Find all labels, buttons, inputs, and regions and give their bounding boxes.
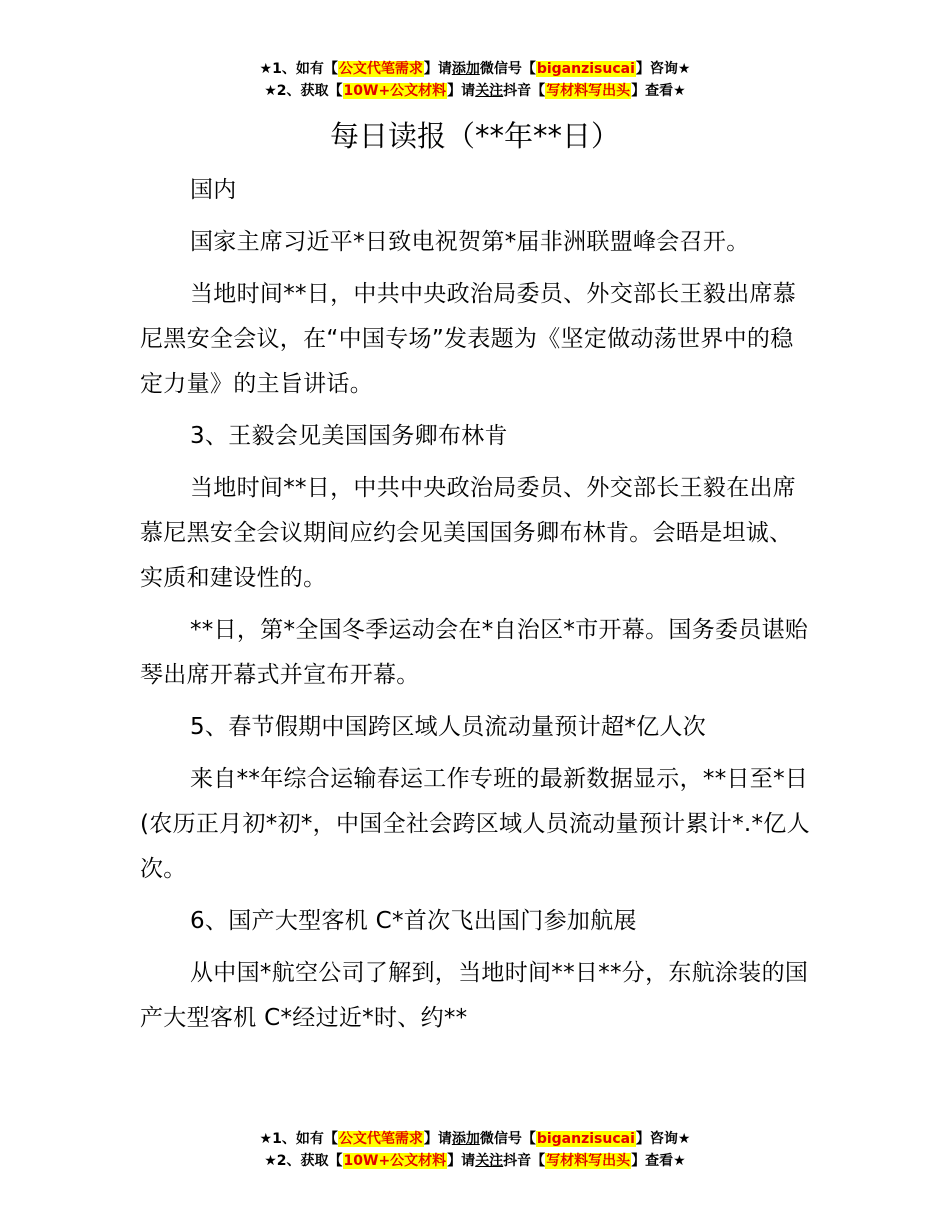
footer-banner xyxy=(0,1128,950,1172)
banner-text: 】请 xyxy=(423,61,452,77)
banner-line-2 xyxy=(0,80,950,102)
banner-line-1 xyxy=(0,1128,950,1150)
paragraph: **日，第*全国冬季运动会在*自治区*市开幕。国务委员谌贻琴出席开幕式并宣布开幕。 xyxy=(140,617,809,688)
banner-highlight: biganzisucai xyxy=(536,61,635,77)
banner-underline: 添加 xyxy=(451,61,480,77)
paragraph: 从中国*航空公司了解到，当地时间**日**分，东航涂装的国产大型客机 C*经过近*时、约** xyxy=(140,960,809,1031)
paragraph: 国家主席习近平*日致电祝贺第*届非洲联盟峰会召开。 xyxy=(190,229,750,255)
banner-text: ★2、获取【 xyxy=(264,1153,343,1169)
banner-text: 抖音【 xyxy=(503,1153,546,1169)
paragraph: 当地时间**日，中共中央政治局委员、外交部长王毅在出席慕尼黑安全会议期间应约会见美国国务卿布林肯。会晤是坦诚、实质和建设性的。 xyxy=(140,475,797,591)
banner-text: 】请 xyxy=(447,1153,476,1169)
banner-text: 微信号【 xyxy=(479,61,536,77)
banner-line-2 xyxy=(0,1150,950,1172)
paragraph: 国内 xyxy=(190,177,237,203)
banner-text: 抖音【 xyxy=(503,83,546,99)
banner-highlight: biganzisucai xyxy=(536,1131,635,1147)
banner-text: 】请 xyxy=(447,83,476,99)
banner-text: 】查看★ xyxy=(631,83,686,99)
banner-text: 微信号【 xyxy=(479,1131,536,1147)
paragraph: 当地时间**日，中共中央政治局委员、外交部长王毅出席慕尼黑安全会议，在“中国专场”发表题为《坚定做动荡世界中的稳定力量》的主旨讲话。 xyxy=(140,281,797,397)
banner-text: ★1、如有【 xyxy=(259,1131,338,1147)
document-body xyxy=(140,168,812,1048)
banner-line-1 xyxy=(0,58,950,80)
banner-highlight: 10W+公文材料 xyxy=(343,1153,447,1169)
banner-underline: 关注 xyxy=(475,83,504,99)
banner-text: 】咨询★ xyxy=(635,61,691,77)
banner-text: ★2、获取【 xyxy=(264,83,343,99)
banner-text: ★1、如有【 xyxy=(259,61,338,77)
banner-text: 】请 xyxy=(423,1131,452,1147)
banner-highlight: 公文代笔需求 xyxy=(338,1131,423,1147)
paragraph: 来自**年综合运输春运工作专班的最新数据显示，**日至*日(农历正月初*初*，中国全社会跨区域人员流动量预计累计*.*亿人次。 xyxy=(140,766,810,882)
paragraph: 6、国产大型客机 C*首次飞出国门参加航展 xyxy=(190,908,637,934)
banner-underline: 关注 xyxy=(475,1153,504,1169)
paragraph: 3、王毅会见美国国务卿布林肯 xyxy=(190,423,508,449)
banner-text: 】咨询★ xyxy=(635,1131,691,1147)
header-banner xyxy=(0,58,950,102)
banner-highlight: 公文代笔需求 xyxy=(338,61,423,77)
paragraph: 5、春节假期中国跨区域人员流动量预计超*亿人次 xyxy=(190,714,707,740)
document-title: 每日读报（**年**日） xyxy=(329,119,620,153)
banner-highlight: 10W+公文材料 xyxy=(343,83,447,99)
banner-highlight: 写材料写出头 xyxy=(546,83,631,99)
banner-text: 】查看★ xyxy=(631,1153,686,1169)
banner-underline: 添加 xyxy=(451,1131,480,1147)
banner-highlight: 写材料写出头 xyxy=(546,1153,631,1169)
